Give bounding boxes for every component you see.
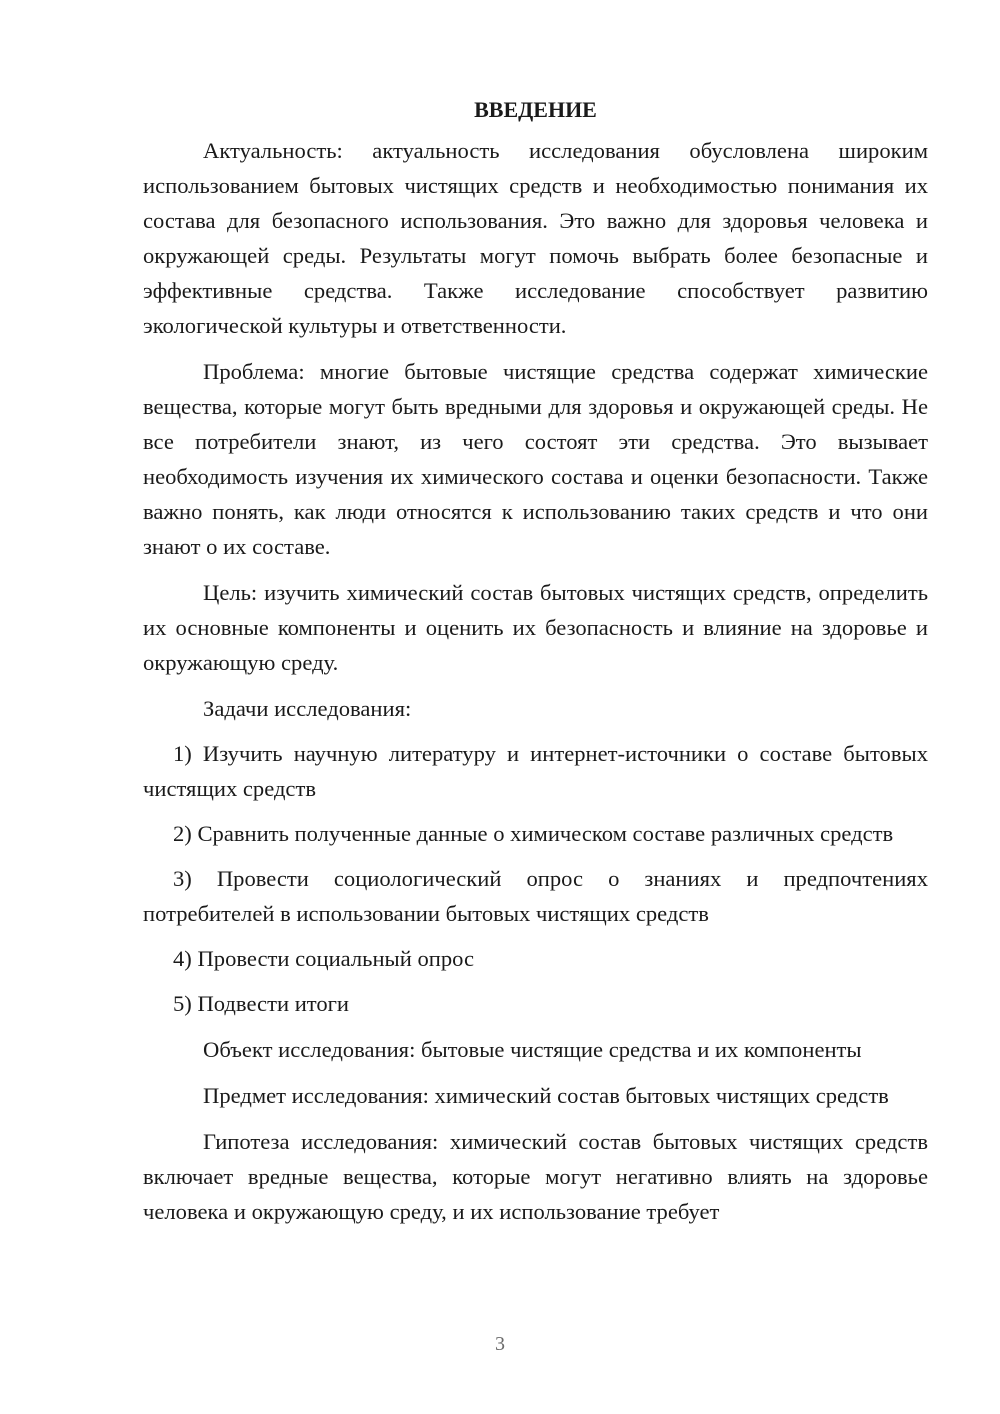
task-item: 3) Провести социологический опрос о знаниях и предпочтениях потребителей в использовании бытовых чистящих средств	[143, 866, 928, 926]
page-number: 3	[495, 1333, 505, 1355]
task-item: 5) Подвести итоги	[173, 991, 350, 1016]
subject-paragraph: Предмет исследования: химический состав бытовых чистящих средств	[203, 1083, 889, 1108]
task-item: 1) Изучить научную литературу и интернет-источники о составе бытовых чистящих средств	[143, 741, 928, 801]
document-page	[143, 92, 928, 1229]
object-paragraph: Объект исследования: бытовые чистящие средства и их компоненты	[203, 1037, 862, 1062]
tasks-heading: Задачи исследования:	[203, 696, 412, 721]
task-item: 4) Провести социальный опрос	[173, 946, 475, 971]
hypothesis-paragraph: Гипотеза исследования: химический состав бытовых чистящих средств включает вредные вещества, которые могут негативно влиять на здоровье человека и окружающую среду, и их использование требует	[143, 1129, 928, 1224]
tasks-list	[143, 736, 928, 1021]
problem-paragraph: Проблема: многие бытовые чистящие средства содержат химические вещества, которые могут быть вредными для здоровья и окружающей среды. Не все потребители знают, из чего состоят эти средства. Это вызывает необходимость изучения их химического состава и оценки безопасности. Также важно понять, как люди относятся к использованию таких средств и что они знают о их составе.	[143, 359, 928, 559]
relevance-paragraph: Актуальность: актуальность исследования обусловлена широким использованием бытовых чистящих средств и необходимостью понимания их состава для безопасного использования. Это важно для здоровья человека и окружающей среды. Результаты могут помочь выбрать более безопасные и эффективные средства. Также исследование способствует развитию экологической культуры и ответственности.	[143, 138, 928, 338]
goal-paragraph: Цель: изучить химический состав бытовых чистящих средств, определить их основные компоненты и оценить их безопасность и влияние на здоровье и окружающую среду.	[143, 580, 928, 675]
section-title: ВВЕДЕНИЕ	[474, 97, 597, 122]
task-item: 2) Сравнить полученные данные о химическом составе различных средств	[173, 821, 894, 846]
